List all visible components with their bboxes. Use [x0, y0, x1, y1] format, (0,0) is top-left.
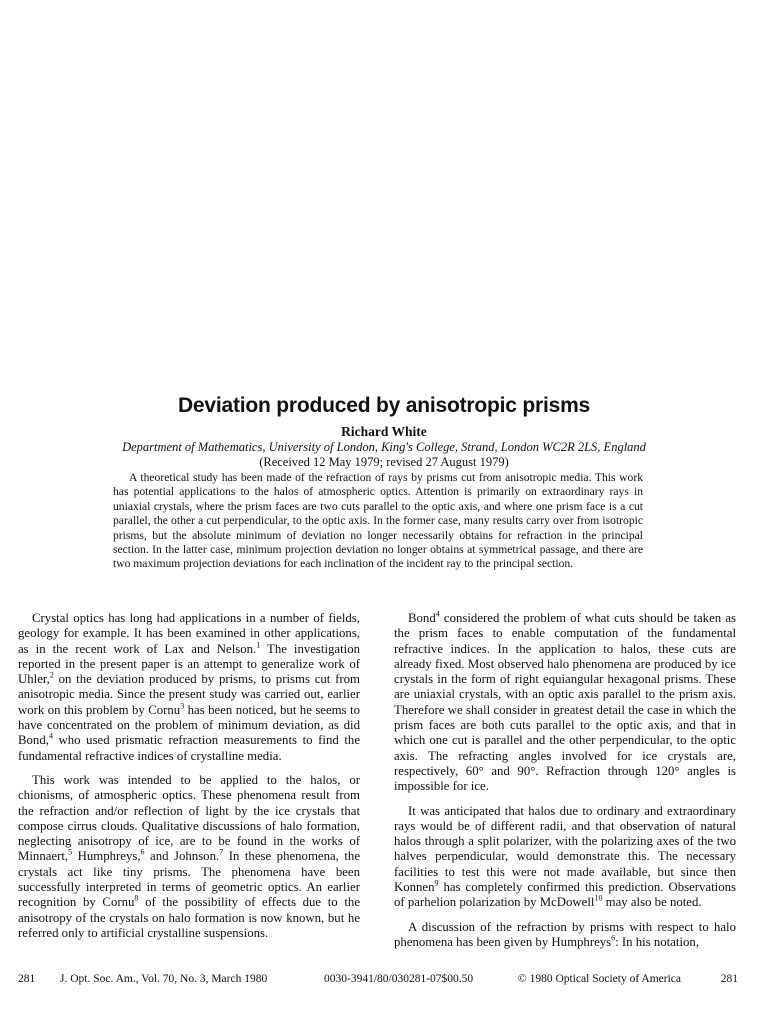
paragraph-text: on the deviation produced by prisms, to prisms cut from anisotropic media. Since the present study was carried out, earlier work on this problem by Cornu [18, 672, 360, 717]
paragraph-text: : In his notation, [615, 934, 700, 949]
paragraph-text: Crystal optics has long had applications in a number of fields, geology for example. It has been examined in other applications, as in the recent work of Lax and Nelson. [18, 611, 360, 656]
reference-superscript: 9 [434, 878, 439, 888]
paragraph-text: of the possibility of effects due to the anisotropy of the crystals on halo formation is now known, but he referred only to artificial crystalline suspensions. [18, 895, 361, 940]
reference-superscript: 7 [219, 848, 224, 858]
paragraph-text: In these phenomena, the crystals act like tiny prisms. The phenomena have been successfully interpreted in terms of geometric optics. An earlier recognition by Cornu [18, 849, 360, 910]
paragraph-text: This work was intended to be applied to the halos, or chionisms, of atmospheric optics. These phenomena result from the refraction and/or reflection of light by the ice crystals that compose cirrus clouds. Qualitative discussions of halo formation, neglecting anisotropy of ice, are to be found in the works of Minnaert, [18, 772, 360, 864]
footer-article-code: 0030-3941/80/030281-07$00.50 [324, 973, 474, 985]
paragraph-text: may also be noted. [602, 895, 702, 910]
reference-superscript: 10 [594, 894, 603, 904]
paragraph-text: has completely confirmed this prediction. Observations of parhelion polarization by McDowell [394, 880, 736, 910]
paragraph-text: Humphreys, [72, 849, 141, 864]
reference-superscript: 4 [48, 732, 53, 742]
footer-copyright: © 1980 Optical Society of America [518, 973, 681, 985]
footer-journal-citation: J. Opt. Soc. Am., Vol. 70, No. 3, March 1980 [60, 973, 268, 985]
paragraph-text: A discussion of the refraction by prisms with respect to halo phenomena has been given by Humphreys [394, 919, 736, 949]
body-paragraph [394, 920, 736, 951]
author-name: Richard White [341, 424, 427, 439]
paragraph-text: has been noticed, but he seems to have concentrated on the problem of minimum deviation, as did Bond, [18, 702, 360, 748]
abstract: A theoretical study has been made of the refraction of rays by prisms cut from anisotropic media. This work has potential applications to the halos of atmospheric optics. Attention is primarily on extraordinary rays in uniaxial crystals, where the prism faces are two cuts parallel to the optic axis, and where one prism face is a cut parallel, the other a cut perpendicular, to the optic axis. In the former case, many results carry over from isotropic prisms, but the absolute minimum of deviation no longer necessarily obtains for refraction in the principal section. In the latter case, minimum projection deviation no longer obtains at symmetrical passage, and there are two maximum projection deviations for each inclination of the incident ray to the principal section. [113, 471, 643, 571]
article-title: Deviation produced by anisotropic prisms [177, 394, 591, 417]
reference-superscript: 6 [140, 848, 145, 858]
footer-page-number-right: 281 [720, 973, 738, 985]
footer-page-number-left: 281 [18, 973, 36, 985]
body-paragraph [18, 773, 360, 941]
body-paragraph [394, 804, 736, 911]
page-footer [18, 973, 738, 989]
body-paragraph [394, 611, 736, 795]
reference-superscript: 5 [68, 848, 73, 858]
reference-superscript: 2 [49, 670, 54, 680]
paragraph-text: considered the problem of what cuts should be taken as the prism faces to enable computation of the fundamental refractive indices. In the application to halos, these cuts are already fixed. Most observed halo phenomena are produced by ice crystals in the form of right equiangular hexagonal prisms. These are uniaxial crystals, with an optic axis parallel to the prism axis. Therefore we shall consider in greatest detail the case in which the prism faces are both cuts parallel to the optic axis, and that in which one cut is parallel and the other perpendicular, to the optic axis. The refracting angles involved for ice crystals are, respectively, 60° and 90°. Refraction through 120° angles is impossible for ice. [394, 611, 736, 794]
paragraph-text: and Johnson. [144, 849, 220, 864]
reference-superscript: 8 [134, 894, 139, 904]
left-column [18, 611, 360, 950]
reference-superscript: 1 [256, 640, 261, 650]
right-column [394, 611, 736, 959]
author-affiliation: Department of Mathematics, University of London, King's College, Strand, London WC2R 2LS, England [122, 440, 646, 454]
paragraph-text: It was anticipated that halos due to ordinary and extraordinary rays would be of different radii, and that observation of natural halos through a split polarizer, with the polarizing axes of the two halves perpendicular, would demonstrate this. The necessary facilities to test this were not made available, but since then Konnen [394, 803, 736, 895]
paragraph-text: The investigation reported in the present paper is an attempt to generalize work of Uhler, [18, 641, 360, 687]
body-paragraph [18, 611, 360, 764]
paragraph-text: who used prismatic refraction measurements to find the fundamental refractive indices of crystalline media. [18, 733, 360, 763]
reference-superscript: 6 [611, 933, 616, 943]
paragraph-text: Bond [408, 611, 436, 625]
reference-superscript: 3 [180, 701, 185, 711]
received-dates: (Received 12 May 1979; revised 27 August 1979) [259, 455, 509, 469]
reference-superscript: 4 [435, 609, 440, 619]
